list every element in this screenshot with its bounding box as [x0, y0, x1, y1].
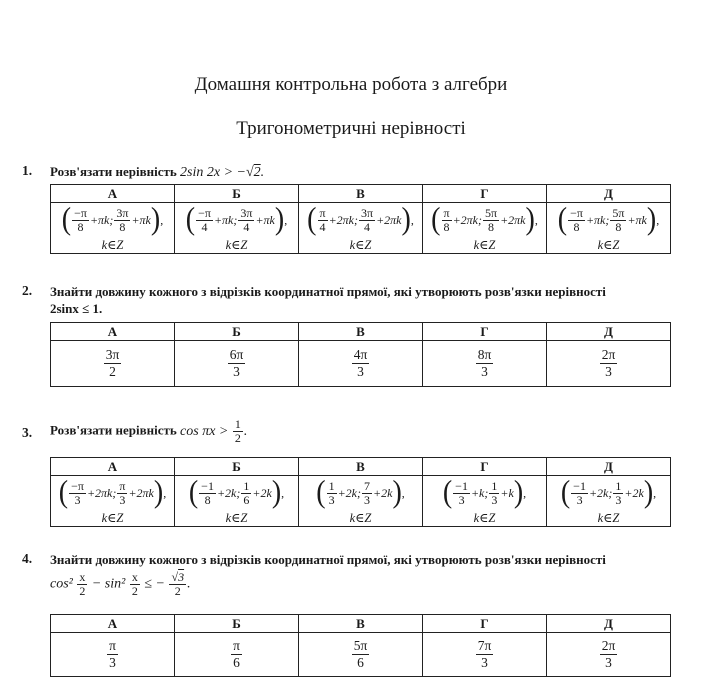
fraction-numerator: −1 [201, 478, 214, 493]
fraction-numerator: 4π [353, 347, 368, 362]
fraction-denominator: 3 [615, 492, 622, 507]
interval [299, 476, 422, 510]
right-term: +k [500, 485, 514, 500]
fraction [600, 347, 618, 380]
fraction-denominator: 8 [573, 219, 580, 234]
fraction-denominator: 3 [357, 364, 364, 379]
right-paren: ) [150, 201, 161, 238]
interval [547, 203, 670, 237]
interval-body [198, 480, 272, 507]
q1-answer-0 [51, 203, 175, 254]
q1-option-b: Б [175, 185, 299, 203]
comma: , [160, 212, 164, 227]
q3-answer-3 [423, 476, 547, 527]
fraction-numerator: 1 [491, 478, 498, 493]
q4-answer-4 [547, 633, 671, 677]
fraction-denominator: 8 [119, 219, 126, 234]
fraction-numerator: 5π [485, 205, 498, 220]
page-title: Домашня контрольна робота з алгебри [194, 74, 508, 95]
fraction-denominator: 4 [364, 219, 371, 234]
fraction-denominator: 6 [357, 655, 364, 670]
interval [423, 203, 546, 237]
q4-answer-2 [299, 633, 423, 677]
fraction-denominator: 6 [233, 655, 240, 670]
left-term: +πk [213, 212, 234, 227]
left-paren: ( [316, 474, 326, 511]
q4-answer-1 [175, 633, 299, 677]
q1-option-e: Д [547, 185, 671, 203]
right-term: +πk [131, 212, 151, 227]
q4-option-a: А [51, 615, 175, 633]
fraction [231, 638, 242, 671]
fraction-numerator: 3π [240, 205, 253, 220]
interval [547, 476, 670, 510]
interval [51, 476, 174, 510]
fraction-denominator: 8 [77, 219, 84, 234]
q4-answer-0 [51, 633, 175, 677]
left-term: +2πk [452, 212, 478, 227]
interval [175, 476, 298, 510]
q3-answer-0 [51, 476, 175, 527]
fraction-numerator: π [109, 638, 116, 653]
comma: , [284, 212, 288, 227]
fraction [442, 207, 452, 234]
fraction [600, 638, 618, 671]
q1-answer-row [51, 203, 671, 254]
separator: ; [109, 212, 114, 227]
fraction-numerator: 2π [601, 638, 616, 653]
interval-body [570, 480, 644, 507]
q3-answer-4 [547, 476, 671, 527]
fraction [489, 480, 499, 507]
k-in-z-label: k∈Z [225, 511, 248, 525]
q3-option-a: А [51, 458, 175, 476]
interval [175, 203, 298, 237]
left-paren: ( [557, 201, 568, 238]
fraction [327, 480, 337, 507]
q3-option-e: Д [547, 458, 671, 476]
q2-answer-3 [423, 341, 547, 387]
q3-header-row [51, 458, 671, 476]
comma: , [163, 485, 167, 500]
k-in-z-label: k∈Z [349, 238, 372, 252]
q3-answer-1 [175, 476, 299, 527]
q2-answer-0 [51, 341, 175, 387]
fraction [196, 207, 213, 234]
q1-header-row [51, 185, 671, 203]
left-paren: ( [442, 474, 453, 511]
q1-text [50, 163, 264, 181]
k-in-z-label: k∈Z [597, 238, 620, 252]
fraction-numerator: 1 [615, 478, 622, 493]
q1-option-c: В [299, 185, 423, 203]
fraction [613, 480, 623, 507]
interval-body [441, 207, 526, 234]
q4-option-b: Б [175, 615, 299, 633]
fraction-denominator: 4 [243, 219, 250, 234]
fraction-numerator: −1 [573, 478, 586, 493]
right-term: +2k [373, 485, 393, 500]
q3-answer-table [50, 457, 671, 527]
q1-answer-2 [299, 203, 423, 254]
interval-body [326, 480, 393, 507]
interval [423, 476, 546, 510]
left-term: +2πk [328, 212, 354, 227]
fraction-denominator: 3 [328, 492, 335, 507]
fraction-denominator: 3 [605, 655, 612, 670]
page-subtitle: Тригонометричні нерівності [236, 118, 466, 139]
fraction [359, 207, 375, 234]
separator: ; [236, 485, 241, 500]
interval-body [452, 480, 514, 507]
k-in-z-label: k∈Z [225, 238, 248, 252]
fraction-numerator: −π [74, 205, 87, 220]
fraction-denominator: 3 [109, 655, 116, 670]
fraction-denominator: 2 [109, 364, 116, 379]
fraction-denominator: 4 [319, 219, 326, 234]
left-paren: ( [185, 201, 196, 238]
right-term: +2k [252, 485, 272, 500]
fraction-numerator: 2π [601, 347, 616, 362]
q4-option-e: Д [547, 615, 671, 633]
fraction-numerator: 6π [229, 347, 244, 362]
q2-answer-1 [175, 341, 299, 387]
right-paren: ) [392, 474, 402, 511]
right-term: +πk [255, 212, 275, 227]
left-paren: ( [61, 201, 72, 238]
q4-text: Знайти довжину кожного з відрізків координатної прямої, які утворюють розв'язки нерівності cos² $\frac{x}{2}$ − sin² $\frac{x}{2}$ ≤ − $\frac{√3}{2}$ . [50, 551, 675, 598]
fraction-denominator: 8 [204, 492, 211, 507]
fraction-denominator: 8 [443, 219, 450, 234]
q1-number: 1. [22, 163, 33, 178]
left-paren: ( [188, 474, 199, 511]
fraction [352, 347, 370, 380]
fraction-denominator: 3 [233, 364, 240, 379]
left-term: +2k [337, 485, 357, 500]
fraction [72, 207, 89, 234]
fraction [241, 480, 251, 507]
q2-option-c: В [299, 323, 423, 341]
fraction-denominator: 3 [119, 492, 126, 507]
right-paren: ) [153, 474, 164, 511]
fraction-denominator: 6 [243, 492, 250, 507]
interval [51, 203, 174, 237]
fraction-denominator: 8 [615, 219, 622, 234]
q1-text-label: Розв'язати нерівність [50, 164, 177, 179]
fraction-denominator: 4 [201, 219, 208, 234]
fraction-denominator: 3 [458, 492, 465, 507]
fraction-numerator: −π [198, 205, 211, 220]
left-term: +πk [585, 212, 606, 227]
separator: ; [478, 212, 482, 227]
fraction-numerator: 8π [477, 347, 492, 362]
interval-body [195, 207, 275, 234]
interval [299, 203, 422, 237]
fraction-numerator: 7π [477, 638, 492, 653]
comma: , [401, 485, 405, 500]
q1-answer-4 [547, 203, 671, 254]
right-term: +πk [627, 212, 647, 227]
fraction-denominator: 3 [481, 364, 488, 379]
q3-answer-row [51, 476, 671, 527]
q2-option-d: Г [423, 323, 547, 341]
q1-option-a: А [51, 185, 175, 203]
fraction [107, 638, 118, 671]
left-term: +k [470, 485, 485, 500]
fraction [114, 207, 130, 234]
comma: , [534, 212, 538, 227]
separator: ; [608, 485, 613, 500]
comma: , [523, 485, 527, 500]
interval-body [567, 207, 647, 234]
fraction [483, 207, 499, 234]
left-paren: ( [307, 201, 317, 238]
q2-answer-row [51, 341, 671, 387]
fraction-numerator: −π [71, 478, 84, 493]
q2-number: 2. [22, 283, 33, 298]
fraction [117, 480, 127, 507]
left-paren: ( [58, 474, 69, 511]
fraction-numerator: 1 [328, 478, 335, 493]
q4-answer-3 [423, 633, 547, 677]
left-term: +2k [216, 485, 237, 500]
interval-body [71, 207, 151, 234]
q2-text: Знайти довжину кожного з відрізків координатної прямої, які утворюють розв'язки нерівності 2sinx ≤ 1. [50, 284, 606, 316]
fraction-numerator: 3π [105, 347, 120, 362]
separator: ; [484, 485, 489, 500]
left-term: +2πk [86, 485, 113, 500]
k-in-z-label: k∈Z [473, 238, 496, 252]
q3-answer-2 [299, 476, 423, 527]
fraction-denominator: 3 [481, 655, 488, 670]
fraction [238, 207, 254, 234]
q4-answer-table [50, 614, 671, 677]
fraction-numerator: 5π [353, 638, 368, 653]
fraction-numerator: π [119, 478, 126, 493]
k-in-z-label: k∈Z [349, 511, 372, 525]
fraction [476, 347, 494, 380]
fraction [69, 480, 86, 507]
fraction [568, 207, 585, 234]
q3-number: 3. [22, 425, 33, 440]
q2-answer-4 [547, 341, 671, 387]
comma: , [653, 485, 657, 500]
q4-number: 4. [22, 551, 33, 566]
q2-option-e: Д [547, 323, 671, 341]
fraction [352, 638, 370, 671]
fraction [199, 480, 216, 507]
q1-option-d: Г [423, 185, 547, 203]
fraction-denominator: 3 [491, 492, 498, 507]
right-paren: ) [643, 474, 654, 511]
fraction-numerator: π [319, 205, 326, 220]
fraction-denominator: 3 [74, 492, 81, 507]
q1-expression: 2sin 2x > −√2. [180, 165, 265, 180]
q4-option-d: Г [423, 615, 547, 633]
separator: ; [233, 212, 238, 227]
separator: ; [354, 212, 358, 227]
q2-answer-2 [299, 341, 423, 387]
fraction-numerator: 7 [364, 478, 370, 493]
fraction [610, 207, 626, 234]
q4-header-row [51, 615, 671, 633]
fraction-numerator: π [233, 638, 240, 653]
q1-answer-table [50, 184, 671, 254]
k-in-z-label: k∈Z [597, 511, 620, 525]
q3-expression: cos πx > $\frac{1}{2}$ . [180, 417, 248, 445]
q4-answer-row [51, 633, 671, 677]
q2-answer-table [50, 322, 671, 387]
right-paren: ) [271, 474, 282, 511]
fraction [453, 480, 470, 507]
fraction [476, 638, 494, 671]
q3-text: Розв'язати нерівність cos πx > $\frac{1}{2}$ . [50, 417, 248, 445]
q2-option-a: А [51, 323, 175, 341]
fraction-numerator: 5π [612, 205, 625, 220]
q1-answer-1 [175, 203, 299, 254]
q3-option-d: Г [423, 458, 547, 476]
fraction-denominator: 8 [488, 219, 495, 234]
fraction-denominator: 3 [605, 364, 612, 379]
right-paren: ) [513, 474, 524, 511]
fraction [228, 347, 246, 380]
right-term: +2πk [128, 485, 154, 500]
right-paren: ) [646, 201, 657, 238]
separator: ; [357, 485, 361, 500]
interval-body [68, 480, 154, 507]
right-term: +2πk [500, 212, 526, 227]
q4-expression: cos² $\frac{x}{2}$ − sin² $\frac{x}{2}$ ≤ − $\frac{√3}{2}$ . [50, 570, 191, 598]
fraction [104, 347, 122, 380]
left-paren: ( [431, 201, 441, 238]
q1-answer-3 [423, 203, 547, 254]
fraction [571, 480, 588, 507]
right-paren: ) [274, 201, 285, 238]
fraction-numerator: 1 [243, 478, 250, 493]
left-paren: ( [560, 474, 571, 511]
q4-option-c: В [299, 615, 423, 633]
fraction-numerator: 3π [361, 205, 374, 220]
q2-header-row [51, 323, 671, 341]
fraction-denominator: 3 [364, 492, 370, 507]
right-paren: ) [401, 201, 411, 238]
fraction-denominator: 3 [576, 492, 583, 507]
separator: ; [112, 485, 117, 500]
k-in-z-label: k∈Z [473, 511, 496, 525]
fraction [362, 480, 372, 507]
q3-option-b: Б [175, 458, 299, 476]
fraction-numerator: −π [570, 205, 583, 220]
fraction-numerator: −1 [455, 478, 468, 493]
k-in-z-label: k∈Z [101, 238, 124, 252]
left-term: +2k [588, 485, 609, 500]
fraction-numerator: 3π [116, 205, 129, 220]
fraction [318, 207, 328, 234]
q2-option-b: Б [175, 323, 299, 341]
q3-option-c: В [299, 458, 423, 476]
comma: , [410, 212, 414, 227]
comma: , [656, 212, 660, 227]
separator: ; [605, 212, 610, 227]
right-paren: ) [525, 201, 535, 238]
comma: , [281, 485, 285, 500]
fraction-numerator: π [443, 205, 450, 220]
right-term: +2k [624, 485, 644, 500]
right-term: +2πk [376, 212, 402, 227]
left-term: +πk [89, 212, 110, 227]
k-in-z-label: k∈Z [101, 511, 124, 525]
interval-body [317, 207, 402, 234]
